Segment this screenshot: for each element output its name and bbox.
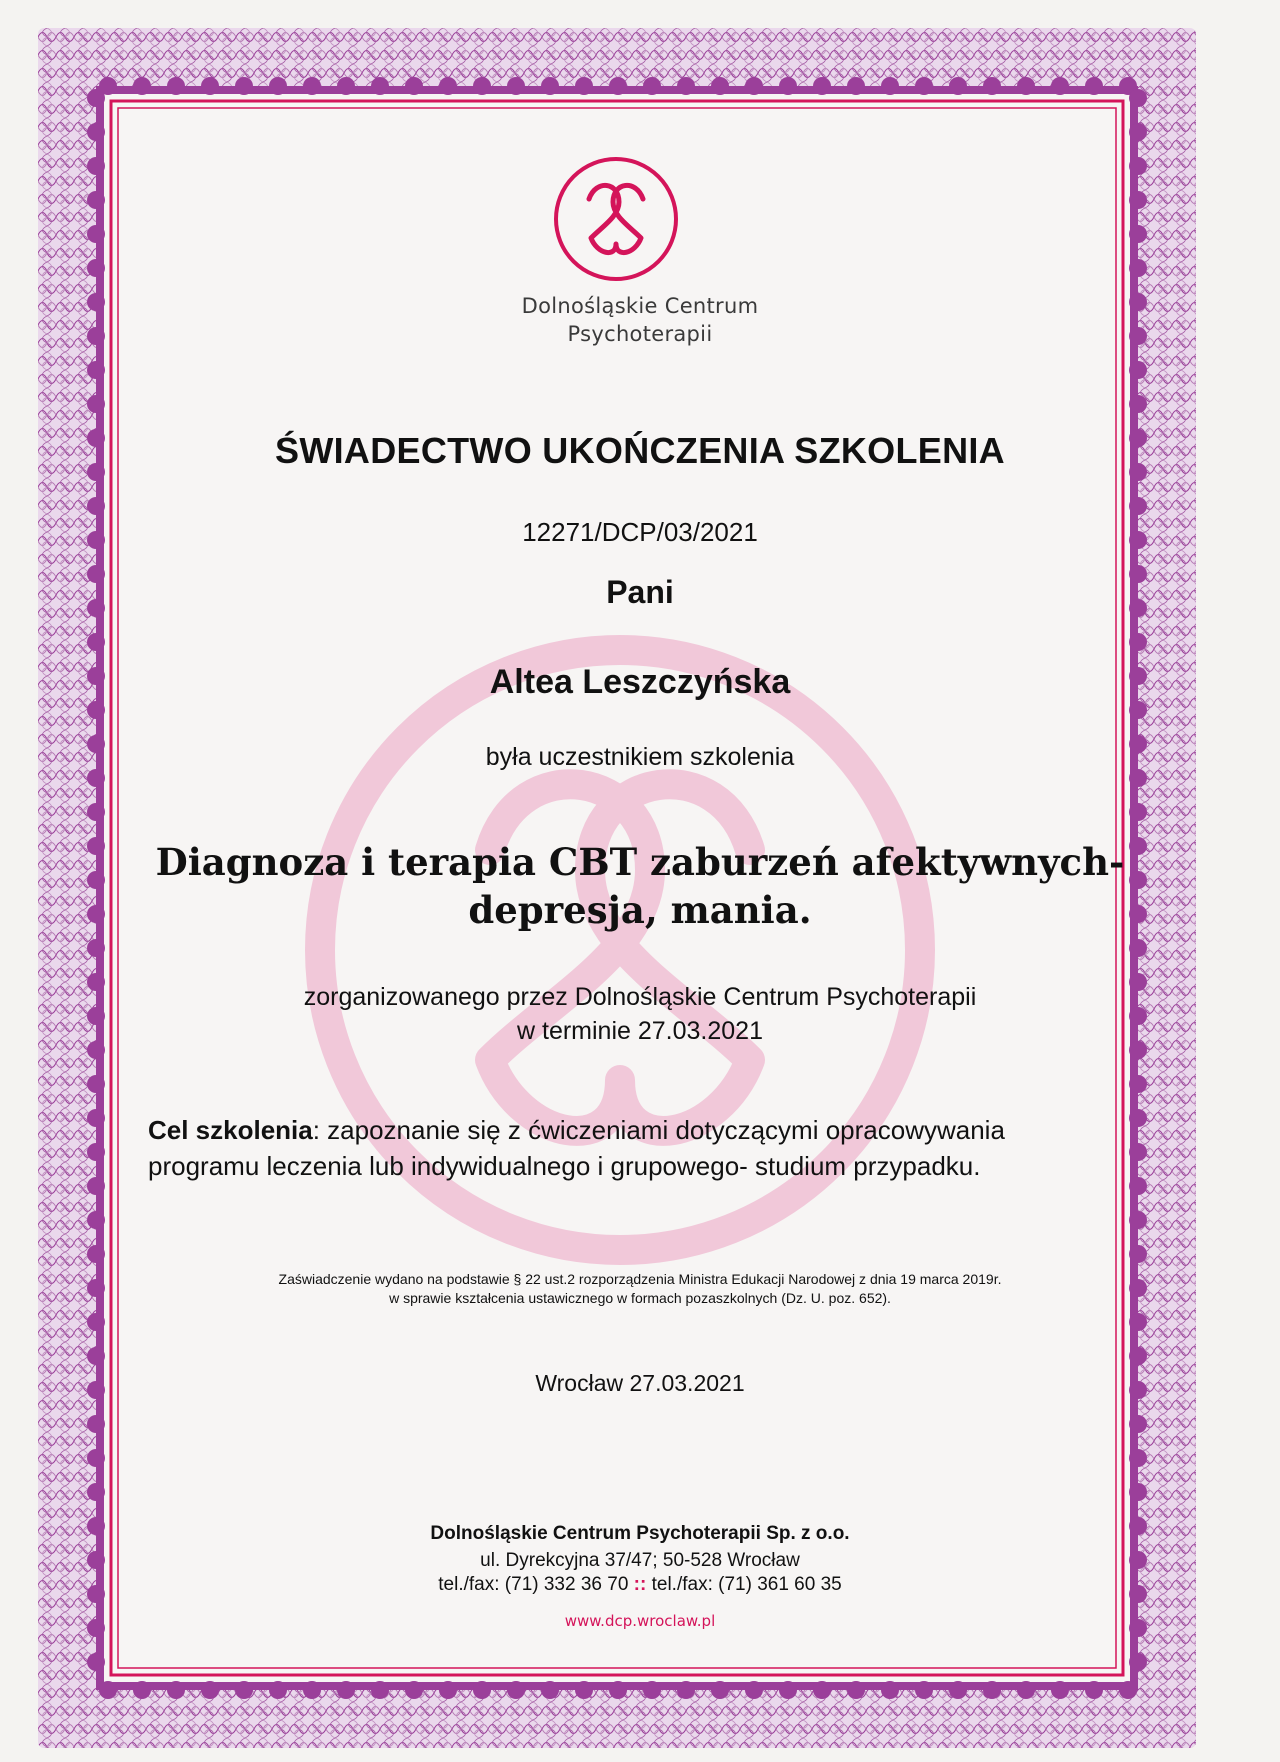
logo-line-1: Dolnośląskie Centrum — [521, 294, 759, 318]
phone-b: tel./fax: (71) 361 60 35 — [651, 1574, 842, 1595]
certificate-title: ŚWIADECTWO UKOŃCZENIA SZKOLENIA — [275, 430, 1005, 471]
footer-address: ul. Dyrekcyjna 37/47; 50-528 Wrocław — [480, 1550, 800, 1571]
footer-phones — [0, 1573, 1280, 1597]
course-title-line-2: depresja, mania. — [468, 888, 812, 932]
logo-line-2: Psychoterapii — [567, 322, 713, 346]
organizer-line: zorganizowanego przez Dolnośląskie Centrum Psychoterapii — [303, 983, 977, 1011]
footer-url-row — [0, 1612, 1280, 1631]
phone-a: tel./fax: (71) 332 36 70 — [438, 1574, 629, 1595]
training-goal — [148, 1112, 1068, 1184]
participation-text: była uczestnikiem szkolenia — [485, 743, 795, 771]
footer-company: Dolnośląskie Centrum Psychoterapii Sp. z o.o. — [430, 1523, 850, 1544]
course-title — [0, 838, 1280, 934]
recipient-name: Altea Leszczyńska — [489, 663, 791, 701]
legal-basis — [0, 1270, 1280, 1308]
goal-text: : zapoznanie się z ćwiczeniami dotyczącymi opracowywania programu leczenia lub indywidualnego i grupowego- studium przypadku. — [148, 1115, 1005, 1181]
legal-line-2: w sprawie kształcenia ustawicznego w formach pozaszkolnych (Dz. U. poz. 652). — [389, 1290, 891, 1306]
certificate-number: 12271/DCP/03/2021 — [522, 517, 758, 547]
goal-label: Cel szkolenia — [148, 1115, 313, 1145]
logo-name — [0, 292, 1280, 348]
legal-line-1: Zaświadczenie wydano na podstawie § 22 ust.2 rozporządzenia Ministra Edukacji Narodowej z dnia 19 marca 2019r. — [278, 1271, 1002, 1287]
organizer-text — [0, 980, 1280, 1048]
dcp-logo-icon — [551, 154, 681, 284]
website-link[interactable]: www.dcp.wroclaw.pl — [555, 1612, 726, 1630]
phone-separator: :: — [633, 1574, 647, 1595]
salutation: Pani — [606, 574, 674, 610]
place-date: Wrocław 27.03.2021 — [535, 1370, 745, 1396]
course-title-line-1: Diagnoza i terapia CBT zaburzeń afektywnych- — [155, 840, 1125, 884]
term-line: w terminie 27.03.2021 — [517, 1017, 763, 1045]
